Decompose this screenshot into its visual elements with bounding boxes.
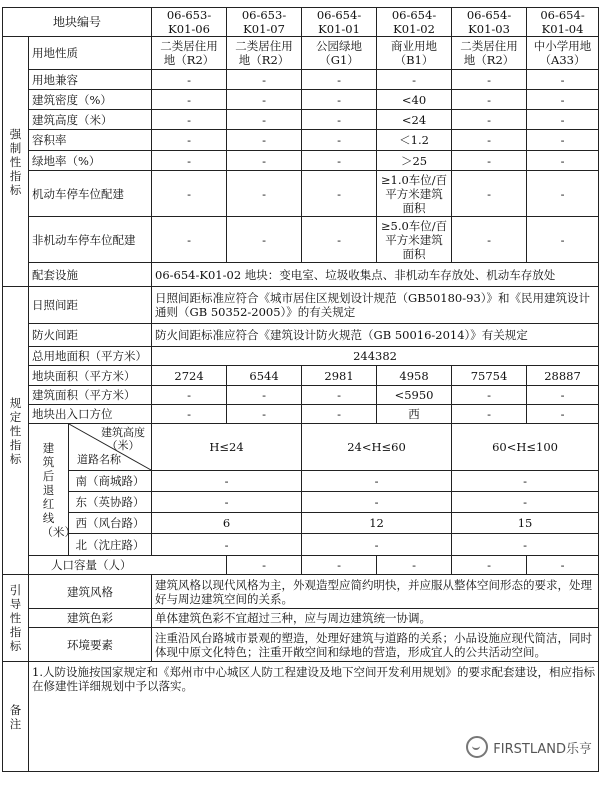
sunlight-text: 日照间距标准应符合《城市居住区规划设计规范（GB50180-93）》和《民用建筑设计通则（GB 50352-2005）》的有关规定	[152, 287, 599, 324]
cell: ≥5.0车位/百平方米建筑面积	[377, 217, 452, 263]
table-row	[3, 534, 599, 556]
row-label: 日照间距	[29, 287, 152, 324]
table-row	[3, 70, 599, 90]
cell: -	[152, 217, 227, 263]
setback-label: 建筑后退红线（米）	[29, 424, 69, 556]
table-row	[3, 471, 599, 492]
cell: -	[152, 151, 227, 171]
cell: -	[452, 492, 599, 513]
table-row	[3, 171, 599, 217]
cell: -	[152, 110, 227, 130]
cell: -	[302, 471, 452, 492]
table-row	[3, 37, 599, 70]
parcel-id: 06-654-K01-01	[302, 8, 377, 37]
cell: -	[227, 171, 302, 217]
cell: -	[152, 171, 227, 217]
cell: -	[452, 90, 527, 110]
cell: -	[227, 386, 302, 405]
cell: <5950	[377, 386, 452, 405]
header-row	[3, 8, 599, 37]
cell: -	[452, 534, 599, 556]
cell: -	[302, 151, 377, 171]
cell: -	[152, 90, 227, 110]
cell: -	[302, 110, 377, 130]
cell: -	[302, 70, 377, 90]
parcel-id: 06-654-K01-02	[377, 8, 452, 37]
planning-indicators-table	[2, 7, 599, 772]
cell: -	[152, 405, 227, 424]
cell: -	[527, 151, 599, 171]
table-row	[3, 110, 599, 130]
cell: -	[227, 556, 302, 575]
cell: -	[452, 130, 527, 151]
cell: ≥1.0车位/百平方米建筑面积	[377, 171, 452, 217]
road-name: 北（沈庄路）	[69, 534, 152, 556]
parcel-id: 06-653-K01-07	[227, 8, 302, 37]
cell: -	[452, 70, 527, 90]
section-mandatory: 强制性指标	[3, 37, 29, 287]
cell: -	[452, 110, 527, 130]
cell: -	[527, 90, 599, 110]
row-label: 绿地率（%）	[29, 151, 152, 171]
parcel-id-label: 地块编号	[3, 8, 152, 37]
diag-bottom-label: 道路名称	[77, 453, 121, 466]
table-row	[3, 405, 599, 424]
row-label: 建筑风格	[29, 575, 152, 609]
diagonal-header	[69, 424, 152, 471]
cell: -	[227, 70, 302, 90]
cell: -	[377, 70, 452, 90]
row-label: 机动车停车位配建	[29, 171, 152, 217]
table-row	[3, 628, 599, 662]
height-band: H≤24	[152, 424, 302, 471]
cell: -	[152, 534, 302, 556]
row-label: 建筑密度（%）	[29, 90, 152, 110]
remark-text: 1.人防设施按国家规定和《郑州市中心城区人防工程建设及地下空间开发利用规划》的要求配套建设，相应指标在修建性详细规划中予以落实。	[29, 662, 599, 772]
table-row	[3, 366, 599, 386]
cell: -	[227, 151, 302, 171]
table-row	[3, 130, 599, 151]
cell: -	[302, 556, 377, 575]
table-row	[3, 347, 599, 366]
cell: 15	[452, 513, 599, 534]
table-row	[3, 492, 599, 513]
cell: -	[377, 556, 452, 575]
table-row	[3, 575, 599, 609]
cell: 二类居住用地（R2）	[227, 37, 302, 70]
cell: 6544	[227, 366, 302, 386]
cell: -	[152, 471, 302, 492]
cell: 6	[152, 513, 302, 534]
cell: -	[527, 110, 599, 130]
cell: -	[452, 386, 527, 405]
height-band: 24<H≤60	[302, 424, 452, 471]
row-label: 建筑高度（米）	[29, 110, 152, 130]
table-row	[3, 513, 599, 534]
cell: -	[302, 171, 377, 217]
watermark	[466, 736, 592, 758]
row-label: 地块出入口方位	[29, 405, 152, 424]
cell: 75754	[452, 366, 527, 386]
row-label: 建筑面积（平方米）	[29, 386, 152, 405]
cell: -	[527, 386, 599, 405]
table-row	[3, 556, 599, 575]
guiding-text: 建筑风格以现代风格为主，外观造型应简约明快，并应服从整体空间形态的要求，处理好与周边建筑空间的关系。	[152, 575, 599, 609]
table-row	[3, 386, 599, 405]
cell: -	[152, 130, 227, 151]
cell: -	[302, 405, 377, 424]
cell: 12	[302, 513, 452, 534]
cell: -	[302, 130, 377, 151]
cell: -	[452, 471, 599, 492]
cell: -	[527, 171, 599, 217]
road-name: 南（商城路）	[69, 471, 152, 492]
row-label: 非机动车停车位配建	[29, 217, 152, 263]
cell: -	[227, 90, 302, 110]
table-row	[3, 287, 599, 324]
row-label: 防火间距	[29, 324, 152, 347]
cell: -	[452, 171, 527, 217]
cell: -	[227, 130, 302, 151]
cell: -	[152, 70, 227, 90]
cell: 28887	[527, 366, 599, 386]
row-label: 环境要素	[29, 628, 152, 662]
table-row	[3, 151, 599, 171]
section-guiding: 引导性指标	[3, 575, 29, 662]
table-row	[3, 609, 599, 628]
table-row	[3, 324, 599, 347]
cell: -	[227, 110, 302, 130]
diag-top-label: 建筑高度（米）	[101, 426, 146, 452]
cell: 商业用地（B1）	[377, 37, 452, 70]
row-label: 用地性质	[29, 37, 152, 70]
cell: -	[152, 492, 302, 513]
guiding-text: 单体建筑色彩不宜超过三种，应与周边建筑统一协调。	[152, 609, 599, 628]
cell: ＜1.2	[377, 130, 452, 151]
watermark-text: FIRSTLAND乐亨	[493, 741, 592, 757]
row-label: 地块面积（平方米）	[29, 366, 152, 386]
row-label: 用地兼容	[29, 70, 152, 90]
guiding-text: 注重沿风台路城市景观的塑造，处理好建筑与道路的关系；小品设施应现代简洁，同时体现中原文化特色；注重开敞空间和绿地的营造，形成宜人的公共活动空间。	[152, 628, 599, 662]
cell: 西	[377, 405, 452, 424]
cell: -	[527, 405, 599, 424]
cell: 二类居住用地（R2）	[452, 37, 527, 70]
table-row	[3, 90, 599, 110]
cell: 二类居住用地（R2）	[152, 37, 227, 70]
parcel-id: 06-654-K01-04	[527, 8, 599, 37]
cell: -	[302, 534, 452, 556]
row-label: 容积率	[29, 130, 152, 151]
cell: -	[227, 405, 302, 424]
row-label: 建筑色彩	[29, 609, 152, 628]
cell: ＞25	[377, 151, 452, 171]
facilities-text: 06-654-K01-02 地块：变电室、垃圾收集点、非机动车存放处、机动车存放处	[152, 263, 599, 287]
row-label: 配套设施	[29, 263, 152, 287]
cell: -	[452, 151, 527, 171]
cell: <24	[377, 110, 452, 130]
row-label: 人口容量（人）	[29, 556, 227, 575]
row-label: 总用地面积（平方米）	[29, 347, 152, 366]
cell: -	[152, 386, 227, 405]
section-remarks: 备注	[3, 662, 29, 772]
cell: -	[527, 130, 599, 151]
road-name: 东（英协路）	[69, 492, 152, 513]
fire-text: 防火间距标准应符合《建筑设计防火规范（GB 50016-2014）》有关规定	[152, 324, 599, 347]
cell: -	[527, 70, 599, 90]
setback-header-row	[3, 424, 599, 471]
cell: <40	[377, 90, 452, 110]
cell: 公园绿地（G1）	[302, 37, 377, 70]
cell: 2981	[302, 366, 377, 386]
parcel-id: 06-653-K01-06	[152, 8, 227, 37]
cell: -	[302, 386, 377, 405]
cell: -	[227, 217, 302, 263]
cell: -	[302, 90, 377, 110]
road-name: 西（风台路）	[69, 513, 152, 534]
cell: -	[452, 217, 527, 263]
parcel-id: 06-654-K01-03	[452, 8, 527, 37]
cell: -	[527, 217, 599, 263]
table-row	[3, 217, 599, 263]
cell: -	[302, 492, 452, 513]
cell: -	[452, 405, 527, 424]
cell: 中小学用地（A33）	[527, 37, 599, 70]
table-row	[3, 263, 599, 287]
total-area-value: 244382	[152, 347, 599, 366]
cell: -	[452, 556, 527, 575]
cell: 2724	[152, 366, 227, 386]
wechat-logo-icon	[466, 736, 488, 758]
cell: -	[302, 217, 377, 263]
height-band: 60<H≤100	[452, 424, 599, 471]
cell: -	[527, 556, 599, 575]
cell: 4958	[377, 366, 452, 386]
section-regulatory: 规定性指标	[3, 287, 29, 575]
